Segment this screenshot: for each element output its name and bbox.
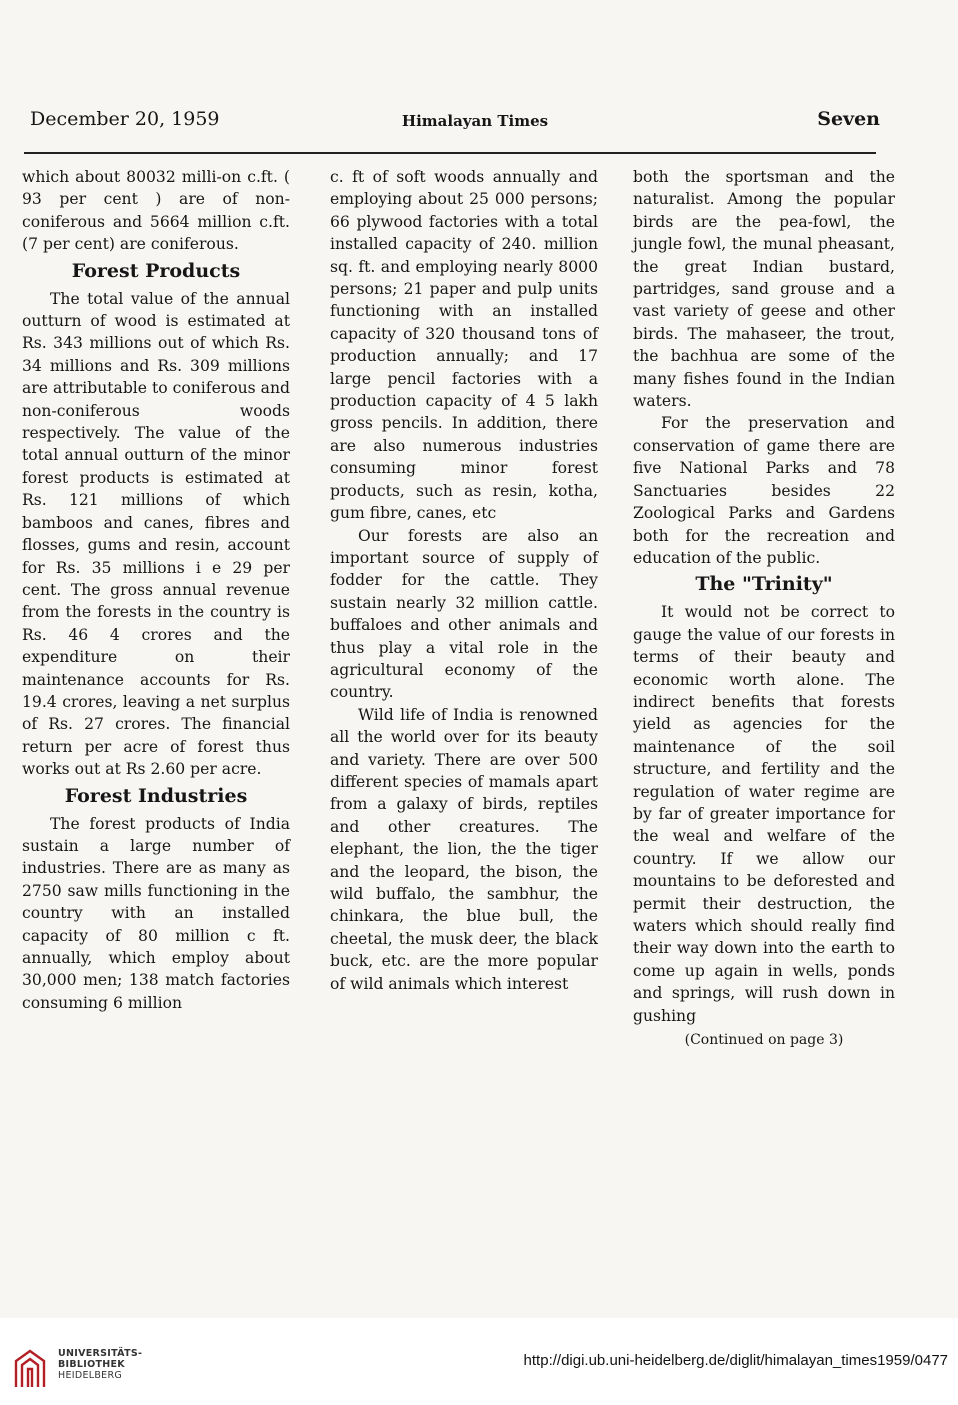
library-line-2: BIBLIOTHEK (58, 1359, 125, 1370)
column-1 (22, 166, 290, 1014)
col3-paragraph-2: It would not be correct to gauge the value of our forests in terms of their beauty and economic worth alone. The indirect benefits that forests yield as agencies for the maintenance of the soil structure, and fertility and the regulation of water regime are by far of greater importance for the weal and welfare of the country. If we allow our mountains to be deforested and permit their destruction, the waters which should really find their way down into the earth to come up again in wells, ponds and springs, will rush down in gushing (633, 603, 895, 1025)
page-header (30, 108, 880, 138)
col3-paragraph-1: For the preservation and conservation of game there are five National Parks and 78 Sanctuaries besides 22 Zoological Parks and Gardens both for the recreation and education of the public. (633, 414, 895, 567)
library-line-1: UNIVERSITÄTS- (58, 1348, 143, 1359)
col2-paragraph-0: c. ft of soft woods annually and employing about 25 000 persons; 66 plywood factories with a total installed capacity of 240. million sq. ft. and employing nearly 8000 persons; 21 paper and pulp units functioning with an installed capacity of 320 thousand tons of production annually; and 17 large pencil factories with a production capacity of 4 5 lakh gross pencils. In addition, there are also numerous industries consuming minor forest products, such as resin, kotha, gum fibre, canes, etc (330, 168, 598, 523)
col2-paragraph-2: Wild life of India is renowned all the world over for its beauty and variety. There are over 500 different species of mamals apart from a galaxy of birds, reptiles and other creatures. The elephant, the lion, the the tiger and the leopard, the bison, the wild buffalo, the sambhur, the chinkara, the blue bull, the cheetal, the musk deer, the black buck, etc. are the more popular of wild animals which interest (330, 705, 598, 993)
col1-paragraph-0: which about 80032 milli-on c.ft. ( 93 per cent ) are of non-coniferous and 5664 million c.ft. (7 per cent) are coniferous. (22, 168, 290, 254)
library-line-3: HEIDELBERG (58, 1370, 123, 1381)
column-3 (633, 166, 895, 1051)
col1-paragraph-2: The forest products of India sustain a large number of industries. There are as many as 2750 saw mills functioning in the country with an installed capacity of 80 million c ft. annually, which employ about 30,000 men; 138 match factories consuming 6 million (22, 814, 290, 1012)
header-rule (24, 152, 876, 154)
header-page-number: Seven (817, 108, 880, 130)
heading-forest-industries: Forest Industries (64, 784, 248, 807)
heading-trinity: The "Trinity" (695, 573, 833, 596)
col3-paragraph-0: both the sportsman and the naturalist. Among the popular birds are the pea-fowl, the jungle fowl, the munal pheasant, the great Indian bustard, partridges, sand grouse and a vast variety of geese and other birds. The mahaseer, the trout, the bachhua are some of the many fishes found in the Indian waters. (633, 168, 895, 411)
library-name (58, 1348, 142, 1381)
col2-paragraph-1: Our forests are also an important source of supply of fodder for the cattle. They sustain nearly 32 million cattle. buffaloes and other animals and thus play a vital role in the agricultural economy of the country. (330, 526, 598, 702)
footer-bar (0, 1318, 958, 1405)
header-date: December 20, 1959 (30, 108, 220, 130)
header-publication: Himalayan Times (401, 112, 549, 130)
heading-forest-products: Forest Products (71, 259, 241, 282)
continued-note: (Continued on page 3) (684, 1032, 844, 1049)
source-url-link[interactable]: http://digi.ub.uni-heidelberg.de/diglit/himalayan_times1959/0477 (523, 1352, 948, 1369)
col1-paragraph-1: The total value of the annual outturn of wood is estimated at Rs. 343 millions out of which Rs. 34 millions and Rs. 309 millions are attributable to coniferous and non-coniferous woods respectively. The value of the total annual outturn of the minor forest products is estimated at Rs. 121 millions of which bamboos and canes, fibres and flosses, gums and resin, account for Rs. 35 millions i e 29 per cent. The gross annual revenue from the forests in the country is Rs. 46 4 crores and the expenditure on their maintenance accounts for Rs. 19.4 crores, leaving a net surplus of Rs. 27 crores. The financial return per acre of forest thus works out at Rs 2.60 per acre. (22, 289, 290, 779)
column-2 (330, 166, 598, 995)
library-logo-icon (12, 1347, 48, 1391)
